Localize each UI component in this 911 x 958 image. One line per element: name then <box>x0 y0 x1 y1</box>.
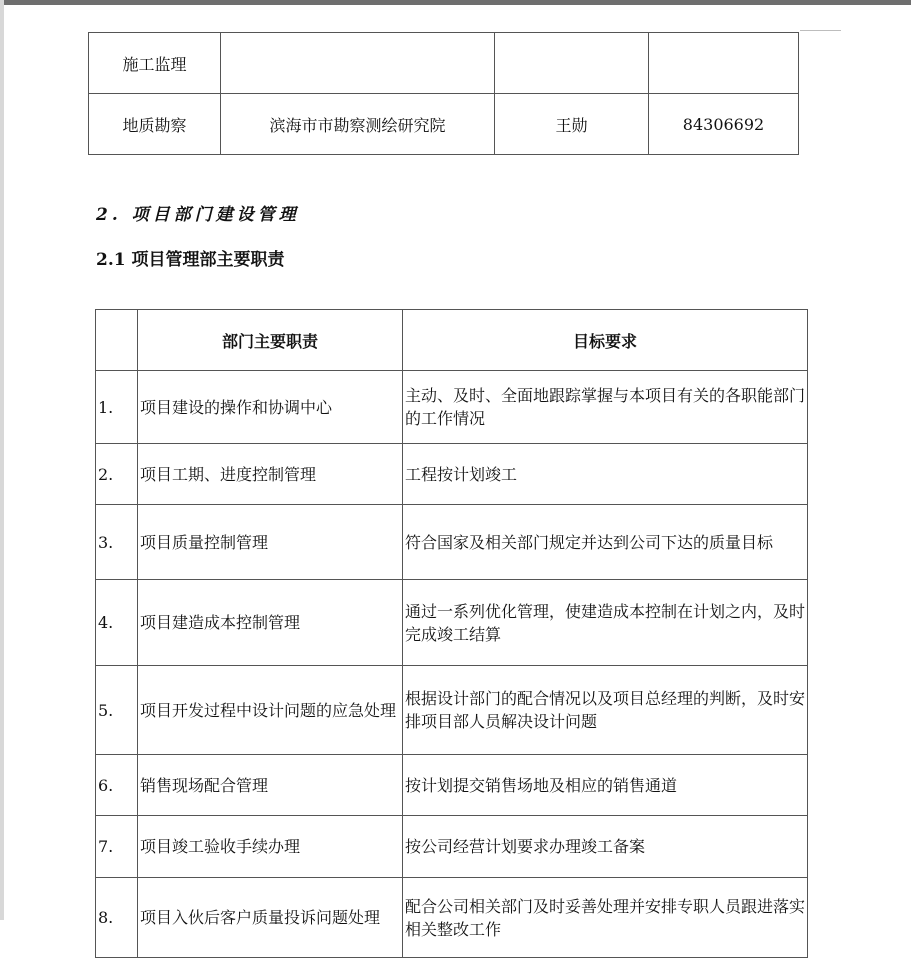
goal-cell: 根据设计部门的配合情况以及项目总经理的判断，及时安排项目部人员解决设计问题 <box>403 666 808 755</box>
row-number: 7. <box>96 816 138 878</box>
table-row <box>96 444 808 505</box>
window-top-border <box>0 0 911 5</box>
duty-cell: 项目工期、进度控制管理 <box>138 444 403 505</box>
duty-cell: 项目开发过程中设计问题的应急处理 <box>138 666 403 755</box>
goal-cell: 主动、及时、全面地跟踪掌握与本项目有关的各职能部门的工作情况 <box>403 371 808 444</box>
duty-cell: 项目建造成本控制管理 <box>138 580 403 666</box>
table-row <box>89 94 799 155</box>
phone-cell: 84306692 <box>649 94 799 155</box>
row-number: 2. <box>96 444 138 505</box>
header-goal: 目标要求 <box>403 310 808 371</box>
duties-table <box>95 309 808 958</box>
role-cell: 施工监理 <box>89 33 221 94</box>
section-subheading: 2.1 项目管理部主要职责 <box>96 250 285 270</box>
row-number: 3. <box>96 505 138 580</box>
role-cell: 地质勘察 <box>89 94 221 155</box>
row-number: 8. <box>96 878 138 958</box>
table-row <box>96 371 808 444</box>
contact-cell: 王勋 <box>495 94 649 155</box>
contacts-table <box>88 32 799 155</box>
table-row <box>96 755 808 816</box>
row-number: 4. <box>96 580 138 666</box>
page-edge-line <box>800 30 841 31</box>
duty-cell: 销售现场配合管理 <box>138 755 403 816</box>
contact-cell <box>495 33 649 94</box>
company-cell: 滨海市市勘察测绘研究院 <box>221 94 495 155</box>
goal-cell: 按公司经营计划要求办理竣工备案 <box>403 816 808 878</box>
table-row <box>96 816 808 878</box>
section-heading: 2. 项目部门建设管理 <box>96 205 300 225</box>
table-header-row <box>96 310 808 371</box>
table-row <box>89 33 799 94</box>
company-cell <box>221 33 495 94</box>
goal-cell: 工程按计划竣工 <box>403 444 808 505</box>
header-no <box>96 310 138 371</box>
row-number: 1. <box>96 371 138 444</box>
duty-cell: 项目竣工验收手续办理 <box>138 816 403 878</box>
table-row <box>96 666 808 755</box>
duty-cell: 项目质量控制管理 <box>138 505 403 580</box>
window-left-border <box>0 0 4 920</box>
duty-cell: 项目入伙后客户质量投诉问题处理 <box>138 878 403 958</box>
goal-cell: 配合公司相关部门及时妥善处理并安排专职人员跟进落实相关整改工作 <box>403 878 808 958</box>
table-row <box>96 505 808 580</box>
header-duty: 部门主要职责 <box>138 310 403 371</box>
row-number: 5. <box>96 666 138 755</box>
table-row <box>96 878 808 958</box>
goal-cell: 符合国家及相关部门规定并达到公司下达的质量目标 <box>403 505 808 580</box>
table-row <box>96 580 808 666</box>
duty-cell: 项目建设的操作和协调中心 <box>138 371 403 444</box>
goal-cell: 按计划提交销售场地及相应的销售通道 <box>403 755 808 816</box>
goal-cell: 通过一系列优化管理，使建造成本控制在计划之内，及时完成竣工结算 <box>403 580 808 666</box>
phone-cell <box>649 33 799 94</box>
row-number: 6. <box>96 755 138 816</box>
